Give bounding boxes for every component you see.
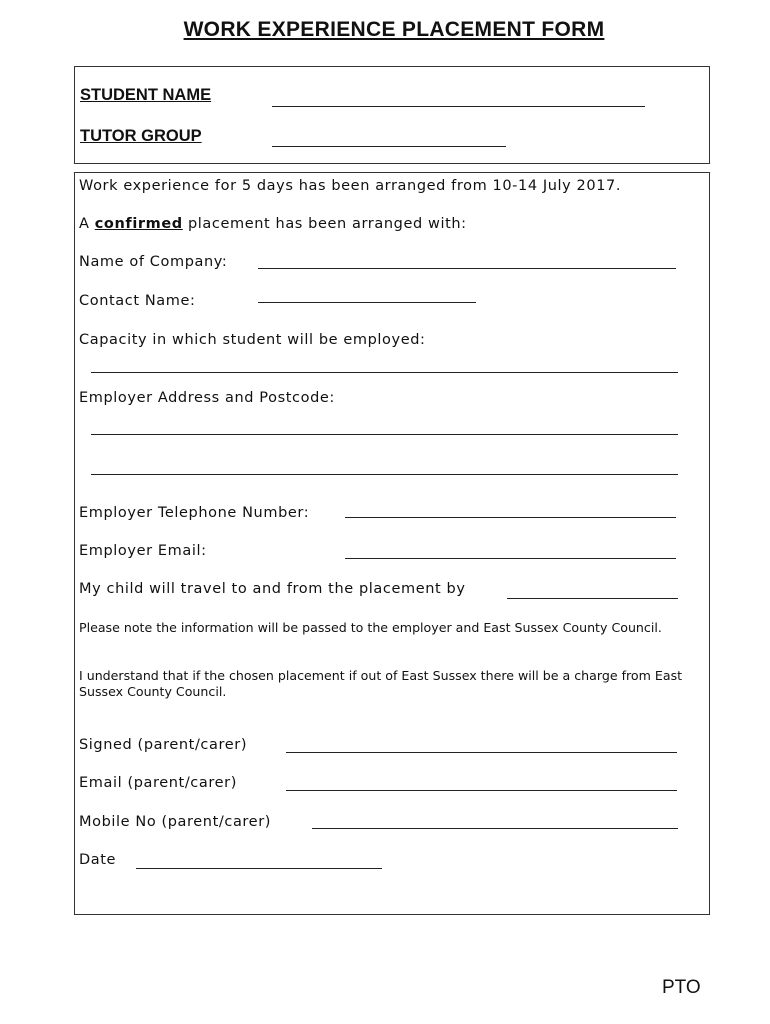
confirmed-statement xyxy=(79,216,467,232)
signature-field[interactable] xyxy=(286,752,677,753)
address-label: Employer Address and Postcode: xyxy=(79,390,335,406)
company-field[interactable] xyxy=(258,268,676,269)
student-details-box xyxy=(74,66,710,164)
student-name-label: STUDENT NAME xyxy=(80,86,212,104)
student-name-field[interactable] xyxy=(272,106,645,107)
parent-email-label: Email (parent/carer) xyxy=(79,775,237,791)
parent-email-field[interactable] xyxy=(286,790,677,791)
form-title: WORK EXPERIENCE PLACEMENT FORM xyxy=(183,18,605,41)
confirmed-word: confirmed xyxy=(94,216,183,232)
travel-field[interactable] xyxy=(507,598,678,599)
company-label: Name of Company: xyxy=(79,254,228,270)
pto-note: PTO xyxy=(662,977,701,998)
mobile-field[interactable] xyxy=(312,828,678,829)
capacity-field[interactable] xyxy=(91,372,678,373)
intro-text: Work experience for 5 days has been arranged from 10-14 July 2017. xyxy=(79,178,622,194)
tutor-group-label: TUTOR GROUP xyxy=(80,127,202,145)
contact-label: Contact Name: xyxy=(79,293,196,309)
confirmed-suffix: placement has been arranged with: xyxy=(182,216,467,232)
address-field-line-2[interactable] xyxy=(91,474,678,475)
tutor-group-field[interactable] xyxy=(272,146,506,147)
phone-field[interactable] xyxy=(345,517,676,518)
contact-field[interactable] xyxy=(258,302,476,303)
date-label: Date xyxy=(79,852,117,868)
confirmed-prefix: A xyxy=(79,216,95,232)
address-field-line-1[interactable] xyxy=(91,434,678,435)
signed-label: Signed (parent/carer) xyxy=(79,737,248,753)
employer-email-label: Employer Email: xyxy=(79,543,207,559)
phone-label: Employer Telephone Number: xyxy=(79,505,310,521)
mobile-label: Mobile No (parent/carer) xyxy=(79,814,272,830)
note-charge: I understand that if the chosen placement if out of East Sussex there will be a charge from East Sussex County Council. xyxy=(79,668,683,699)
employer-email-field[interactable] xyxy=(345,558,676,559)
travel-label: My child will travel to and from the placement by xyxy=(79,581,466,597)
note-data-sharing: Please note the information will be passed to the employer and East Sussex County Council. xyxy=(79,620,662,635)
capacity-label: Capacity in which student will be employed: xyxy=(79,332,426,348)
date-field[interactable] xyxy=(136,868,382,869)
